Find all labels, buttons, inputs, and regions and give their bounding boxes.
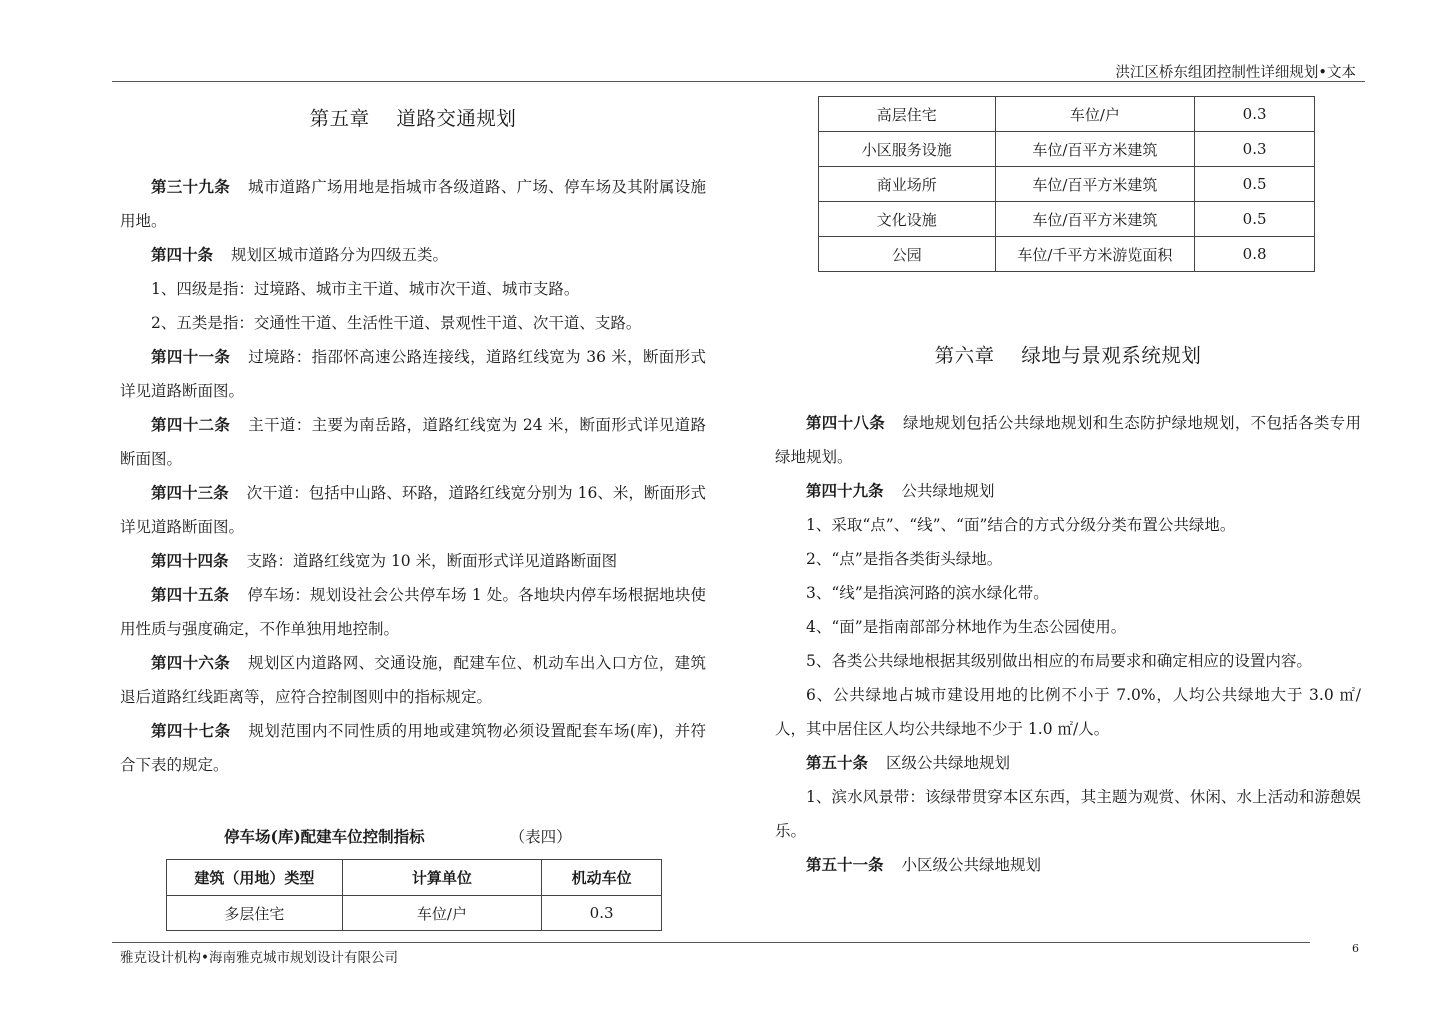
article-text: 停车场：规划设社会公共停车场 1 处。各地块内停车场根据地块使用性质与强度确定，不作单独用地控制。 xyxy=(120,586,706,638)
table-cell: 车位/户 xyxy=(995,97,1195,132)
article-text: 过境路：指邵怀高速公路连接线，道路红线宽为 36 米，断面形式详见道路断面图。 xyxy=(120,348,706,400)
table-cell: 0.3 xyxy=(542,896,662,931)
parking-table-part-1 xyxy=(166,859,662,931)
column-header: 机动车位 xyxy=(542,860,662,896)
article-text: 支路：道路红线宽为 10 米，断面形式详见道路断面图 xyxy=(246,552,618,570)
article-text: 6、公共绿地占城市建设用地的比例不小于 7.0%，人均公共绿地大于 3.0 ㎡/人，其中居住区人均公共绿地不少于 1.0 ㎡/人。 xyxy=(775,686,1361,738)
chapter-five-title: 第五章 道路交通规划 xyxy=(309,107,517,130)
table-cell: 车位/百平方米建筑 xyxy=(995,202,1195,237)
article-text: 规划范围内不同性质的用地或建筑物必须设置配套车场(库)，并符合下表的规定。 xyxy=(120,722,706,774)
table-cell: 0.5 xyxy=(1195,167,1315,202)
table-title-text: 停车场(库)配建车位控制指标 xyxy=(224,827,425,846)
article-text: 1、滨水风景带：该绿带贯穿本区东西，其主题为观赏、休闲、水上活动和游憩娱乐。 xyxy=(775,788,1361,840)
table-cell: 多层住宅 xyxy=(167,896,343,931)
list-item-6 xyxy=(775,678,1361,746)
table-cell: 车位/户 xyxy=(342,896,542,931)
table-cell: 车位/千平方米游览面积 xyxy=(995,237,1195,272)
article-text: 1、四级是指：过境路、城市主干道、城市次干道、城市支路。 xyxy=(151,280,580,298)
article-text: 次干道：包括中山路、环路，道路红线宽分别为 16、米，断面形式详见道路断面图。 xyxy=(120,484,706,536)
article-47 xyxy=(120,714,706,782)
article-text: 5、各类公共绿地根据其级别做出相应的布局要求和确定相应的设置内容。 xyxy=(806,652,1312,670)
article-label: 第四十条 xyxy=(151,245,214,264)
article-40 xyxy=(120,238,706,272)
left-column xyxy=(120,0,706,940)
footer-rule xyxy=(112,942,1310,943)
article-41 xyxy=(120,340,706,408)
list-item-2 xyxy=(120,306,706,340)
list-item-2 xyxy=(775,542,1361,576)
article-text: 1、采取“点”、“线”、“面”结合的方式分级分类布置公共绿地。 xyxy=(806,516,1236,534)
article-text: 区级公共绿地规划 xyxy=(886,754,1011,772)
table-cell: 车位/百平方米建筑 xyxy=(995,167,1195,202)
article-text: 绿地规划包括公共绿地规划和生态防护绿地规划，不包括各类专用绿地规划。 xyxy=(775,414,1361,466)
article-51 xyxy=(775,848,1361,882)
article-label: 第三十九条 xyxy=(151,177,231,196)
right-column xyxy=(775,0,1361,940)
list-item-1 xyxy=(775,508,1361,542)
list-item-4 xyxy=(775,610,1361,644)
table-cell: 0.3 xyxy=(1195,97,1315,132)
table-title xyxy=(224,825,572,847)
article-text: 2、五类是指：交通性干道、生活性干道、景观性干道、次干道、支路。 xyxy=(151,314,642,332)
column-header: 建筑（用地）类型 xyxy=(167,860,343,896)
article-text: 城市道路广场用地是指城市各级道路、广场、停车场及其附属设施用地。 xyxy=(120,178,706,230)
article-label: 第四十三条 xyxy=(151,483,229,502)
table-row xyxy=(167,896,662,931)
table-cell: 文化设施 xyxy=(819,202,996,237)
article-text: 3、“线”是指滨河路的滨水绿化带。 xyxy=(806,584,1049,602)
article-39 xyxy=(120,170,706,238)
table-cell: 高层住宅 xyxy=(819,97,996,132)
table-cell: 车位/百平方米建筑 xyxy=(995,132,1195,167)
table-cell: 0.3 xyxy=(1195,132,1315,167)
table-cell: 商业场所 xyxy=(819,167,996,202)
table-number: （表四） xyxy=(509,828,572,846)
article-42 xyxy=(120,408,706,476)
table-cell: 0.8 xyxy=(1195,237,1315,272)
article-label: 第五十一条 xyxy=(806,855,884,874)
page-number: 6 xyxy=(1352,942,1359,955)
article-label: 第四十一条 xyxy=(151,347,231,366)
article-label: 第四十八条 xyxy=(806,413,886,432)
article-50 xyxy=(775,746,1361,780)
footer-organization: 雅克设计机构•海南雅克城市规划设计有限公司 xyxy=(120,950,398,966)
article-label: 第四十五条 xyxy=(151,585,230,604)
column-header: 计算单位 xyxy=(342,860,542,896)
article-label: 第四十二条 xyxy=(151,415,231,434)
article-label: 第五十条 xyxy=(806,753,869,772)
table-cell: 公园 xyxy=(819,237,996,272)
article-46 xyxy=(120,646,706,714)
article-43 xyxy=(120,476,706,544)
article-label: 第四十七条 xyxy=(151,721,231,740)
list-item-1 xyxy=(120,272,706,306)
article-text: 规划区内道路网、交通设施，配建车位、机动车出入口方位，建筑退后道路红线距离等，应符合控制图则中的指标规定。 xyxy=(120,654,706,706)
article-label: 第四十四条 xyxy=(151,551,229,570)
article-45 xyxy=(120,578,706,646)
article-label: 第四十六条 xyxy=(151,653,231,672)
document-header-title: 洪江区桥东组团控制性详细规划•文本 xyxy=(1115,65,1356,81)
article-text: 规划区城市道路分为四级五类。 xyxy=(231,246,449,264)
table-cell: 0.5 xyxy=(1195,202,1315,237)
table-header-row xyxy=(167,860,662,896)
article-48 xyxy=(775,406,1361,474)
article-text: 2、“点”是指各类街头绿地。 xyxy=(806,550,1003,568)
chapter-six-title: 第六章 绿地与景观系统规划 xyxy=(934,344,1202,367)
article-text: 主干道：主要为南岳路，道路红线宽为 24 米，断面形式详见道路断面图。 xyxy=(120,416,706,468)
article-text: 公共绿地规划 xyxy=(901,482,995,500)
list-item-5 xyxy=(775,644,1361,678)
table-cell: 小区服务设施 xyxy=(819,132,996,167)
list-item-riverside xyxy=(775,780,1361,848)
article-text: 小区级公共绿地规划 xyxy=(901,856,1042,874)
list-item-3 xyxy=(775,576,1361,610)
article-label: 第四十九条 xyxy=(806,481,884,500)
article-44 xyxy=(120,544,706,578)
article-49 xyxy=(775,474,1361,508)
article-text: 4、“面”是指南部部分林地作为生态公园使用。 xyxy=(806,618,1127,636)
